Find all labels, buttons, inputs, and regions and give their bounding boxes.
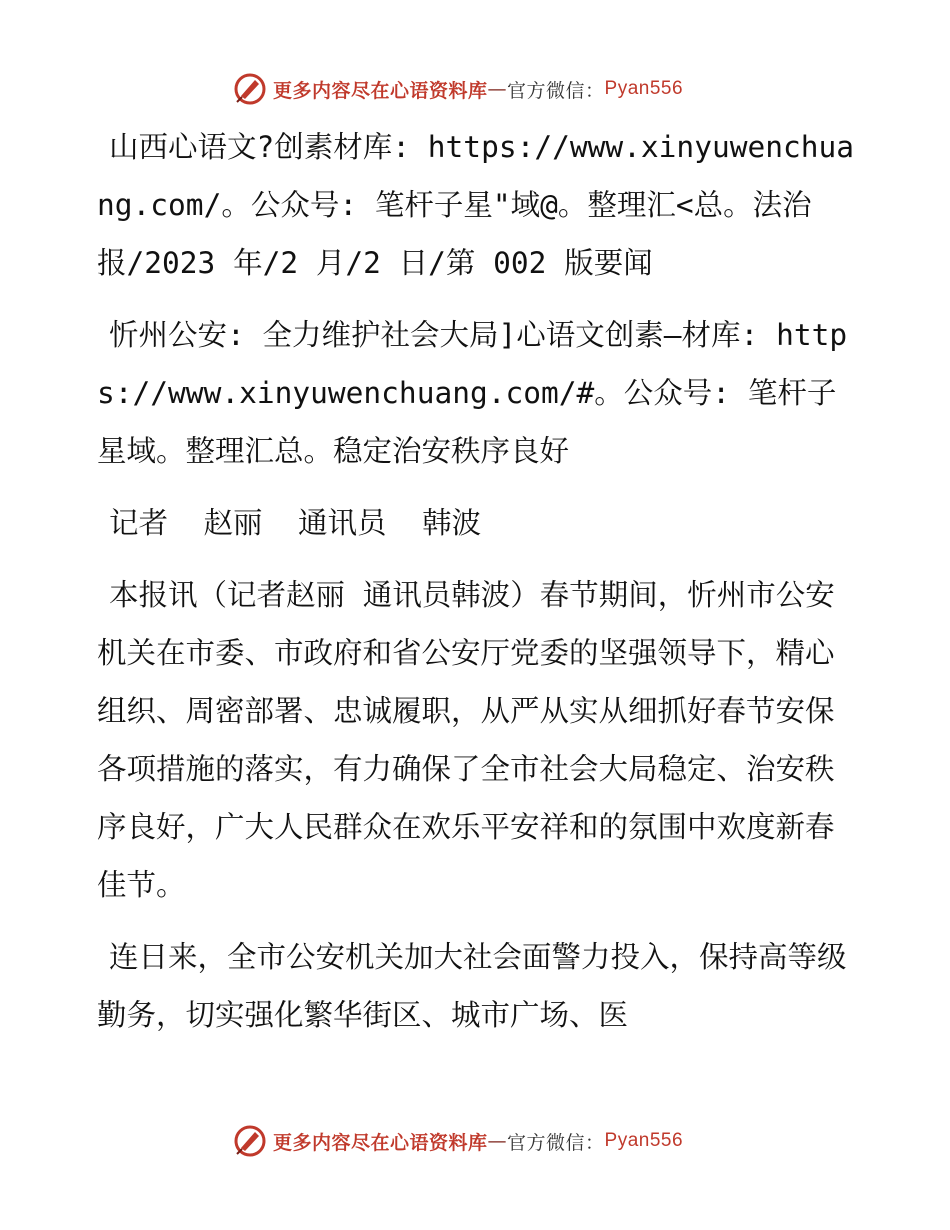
article-paragraph: 连日来，全市公安机关加大社会面警力投入，保持高等级勤务，切实强化繁华街区、城市广场、医 bbox=[97, 940, 847, 1032]
banner-separator: — bbox=[487, 78, 508, 100]
article-paragraph: 本报讯（记者赵丽 通讯员韩波）春节期间，忻州市公安机关在市委、市政府和省公安厅党委的坚强领导下，精心组织、周密部署、忠诚履职，从严从实从细抓好春节安保各项措施的落实，有力确保了全市社会大局稳定、治安秩序良好，广大人民群众在欢乐平安祥和的氛围中欢度新春佳节。 bbox=[97, 578, 835, 902]
banner-wechat-handle: Pyan556 bbox=[604, 78, 684, 99]
banner-main-text: 更多内容尽在心语资料库 bbox=[273, 79, 488, 102]
source-paragraph: 山西心语文?创素材库: https://www.xinyuwenchuang.com/。公众号: 笔杆子星"域@。整理汇<总。法治报/2023 年/2 月/2 日/第 002 版要闻 bbox=[97, 130, 855, 280]
headline-paragraph: 忻州公安: 全力维护社会大局]心语文创素—材库: https://www.xinyuwenchuang.com/#。公众号: 笔杆子星域。整理汇总。稳定治安秩序良好 bbox=[97, 318, 848, 468]
byline: 记者 赵丽 通讯员 韩波 bbox=[109, 506, 482, 540]
banner-wechat-label: 官方微信： bbox=[507, 1131, 605, 1154]
logo-icon bbox=[233, 1124, 267, 1158]
header-banner bbox=[233, 72, 683, 106]
logo-icon bbox=[233, 72, 267, 106]
banner-separator: — bbox=[487, 1130, 508, 1152]
banner-main-text: 更多内容尽在心语资料库 bbox=[273, 1131, 488, 1154]
banner-wechat-label: 官方微信： bbox=[507, 79, 605, 102]
banner-wechat-handle: Pyan556 bbox=[604, 1130, 684, 1151]
article-body bbox=[97, 118, 857, 1058]
footer-banner bbox=[233, 1124, 683, 1158]
